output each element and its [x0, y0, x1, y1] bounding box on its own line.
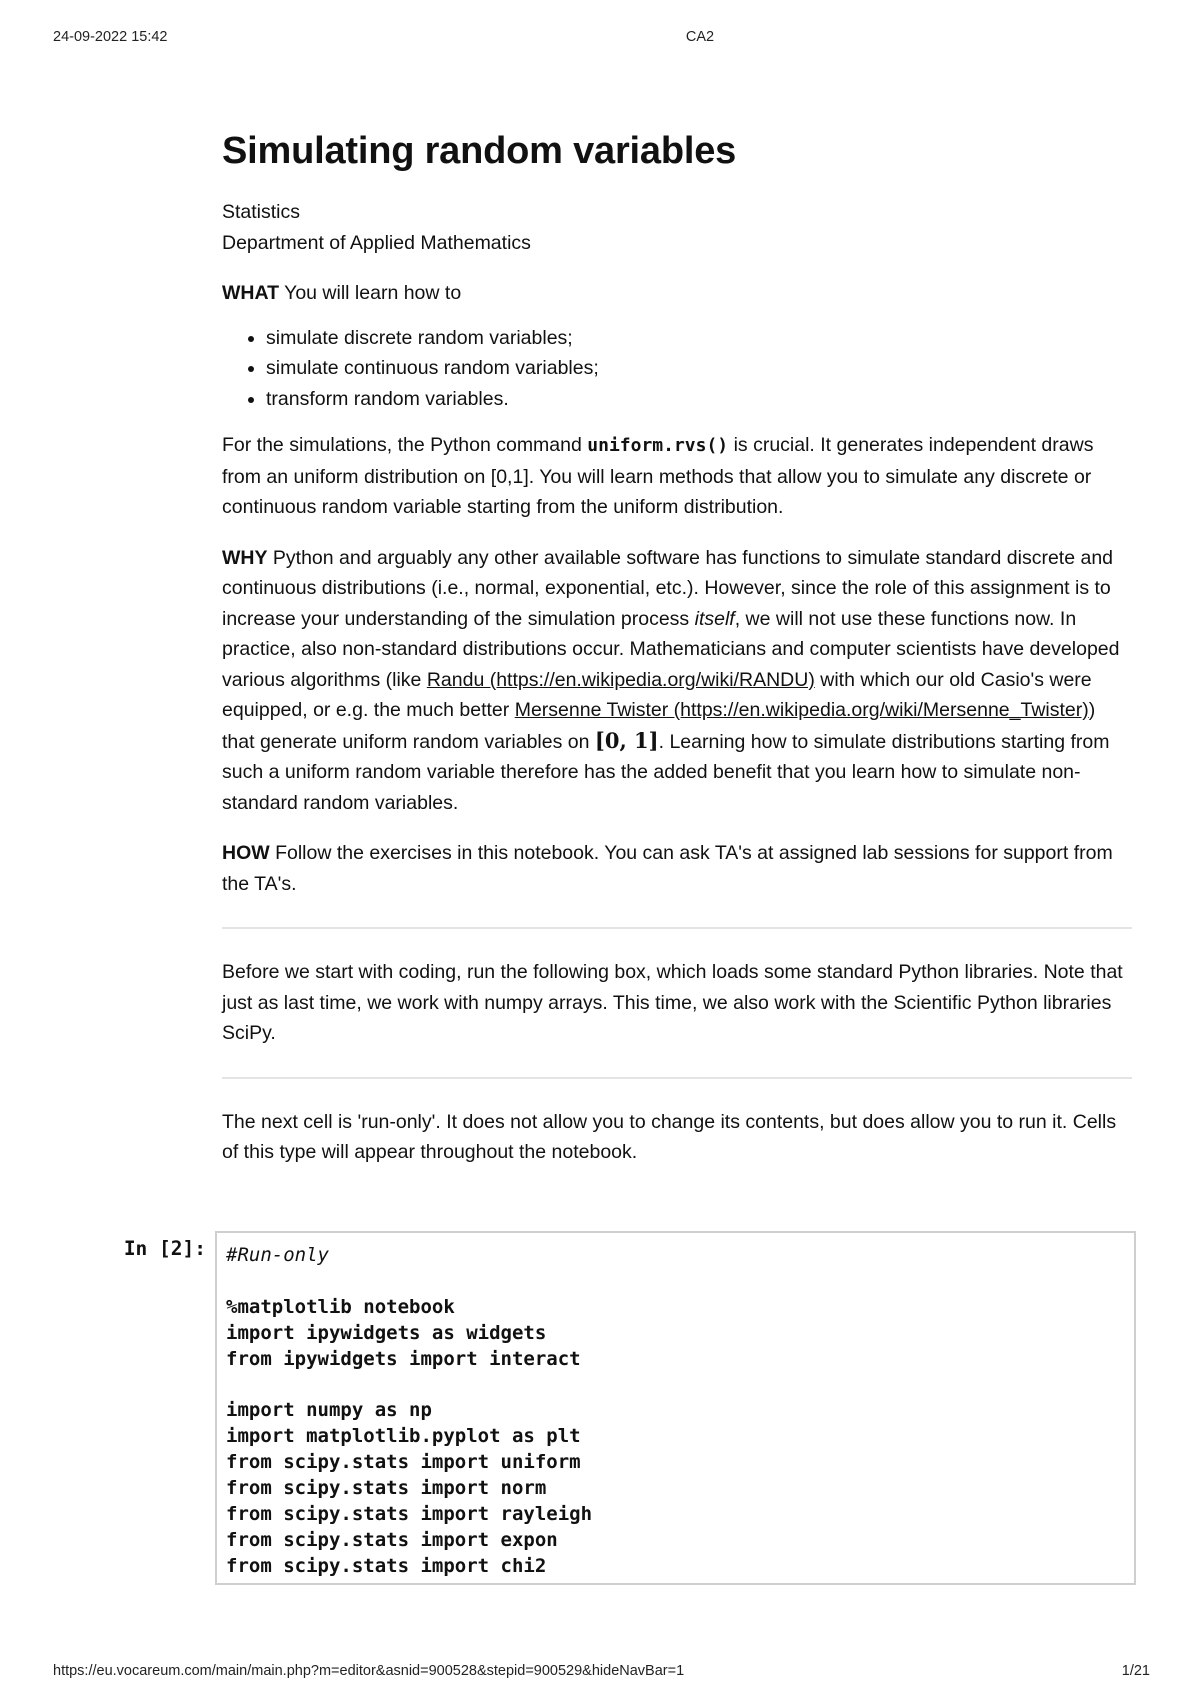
learning-goals-list: [222, 323, 1132, 415]
print-datetime: 24-09-2022 15:42: [53, 29, 168, 45]
why-text-3: with which our old Casio's were equipped, or e.g. the much better: [222, 668, 1092, 721]
code-line: from scipy.stats import rayleigh: [226, 1503, 593, 1526]
why-paragraph: [222, 543, 1132, 819]
why-label: WHY: [222, 546, 268, 569]
why-text-4: ) that generate uniform random variables on: [222, 699, 1096, 753]
notebook-title: Simulating random variables: [222, 130, 737, 172]
why-italic: itself: [694, 607, 735, 630]
code-comment: #Run-only: [226, 1244, 329, 1266]
what-text: You will learn how to: [279, 282, 462, 304]
list-item: • simulate continuous random variables;: [266, 353, 1132, 384]
what-label: WHAT: [222, 282, 280, 304]
divider: [222, 1077, 1132, 1079]
simulations-paragraph: [222, 430, 1132, 523]
notebook-content: [222, 118, 1132, 1188]
code-line: from scipy.stats import chi2: [226, 1554, 547, 1577]
code-line: %matplotlib notebook: [226, 1295, 455, 1318]
print-url: https://eu.vocareum.com/main/main.php?m=editor&asnid=900528&stepid=900529&hideNavBar=1: [53, 1663, 685, 1679]
course-info: [222, 197, 1132, 258]
code-text: [226, 1243, 1125, 1580]
what-paragraph: [222, 278, 1132, 309]
print-document-title: CA2: [685, 29, 715, 45]
department-name: Department of Applied Mathematics: [222, 231, 531, 254]
simulations-text-after: is crucial. It generates independent draws from an uniform distribution on [0,1]. You will learn methods that allow you to simulate any discrete or continuous random variable starting from the uniform distribution.: [222, 434, 1094, 518]
code-line: import numpy as np: [226, 1399, 432, 1422]
run-only-note: The next cell is 'run-only'. It does not allow you to change its contents, but does allow you to run it. Cells of this type will appear throughout the notebook.: [222, 1110, 1117, 1163]
cell-prompt: In [2]:: [123, 1237, 206, 1260]
before-coding-paragraph: Before we start with coding, run the following box, which loads some standard Python libraries. Note that just as last time, we work with numpy arrays. This time, we also work with the Scientific Python libraries SciPy.: [222, 961, 1123, 1044]
code-line: from scipy.stats import norm: [226, 1477, 547, 1500]
code-line: from ipywidgets import interact: [226, 1347, 581, 1370]
print-page-number: 1/21: [1121, 1663, 1150, 1679]
code-line: from scipy.stats import expon: [226, 1528, 558, 1551]
simulations-text-before: For the simulations, the Python command: [222, 434, 588, 456]
course-name: Statistics: [222, 201, 301, 223]
how-text: Follow the exercises in this notebook. You can ask TA's at assigned lab sessions for support from the TA's.: [222, 842, 1113, 895]
randu-link[interactable]: Randu (https://en.wikipedia.org/wiki/RANDU): [426, 668, 815, 691]
how-paragraph: [222, 838, 1132, 899]
code-line: import matplotlib.pyplot as plt: [226, 1425, 581, 1448]
code-line: from scipy.stats import uniform: [226, 1451, 581, 1474]
why-text-2: , we will not use these functions now. In practice, also non-standard distributions occur. Mathematicians and computer scientists have developed various algorithms (like: [222, 607, 1120, 691]
inline-code: uniform.rvs(): [587, 435, 729, 456]
math-interval: [0, 1]: [594, 727, 659, 753]
why-text-1: Python and arguably any other available software has functions to simulate standard discrete and continuous distributions (i.e., normal, exponential, etc.). However, since the role of this assignment is to increase your understanding of the simulation process: [222, 546, 1114, 630]
code-editor[interactable]: [215, 1231, 1136, 1585]
list-item: • transform random variables.: [266, 384, 1132, 415]
divider: [222, 927, 1132, 929]
code-line: import ipywidgets as widgets: [226, 1321, 547, 1344]
print-header: [0, 29, 1200, 49]
list-item: • simulate discrete random variables;: [266, 323, 1132, 354]
why-text-5: . Learning how to simulate distributions starting from such a uniform random variable therefore has the added benefit that you learn how to simulate non-standard random variables.: [222, 730, 1110, 814]
how-label: HOW: [222, 842, 270, 864]
mersenne-twister-link[interactable]: Mersenne Twister (https://en.wikipedia.org/wiki/Mersenne_Twister): [514, 699, 1089, 721]
